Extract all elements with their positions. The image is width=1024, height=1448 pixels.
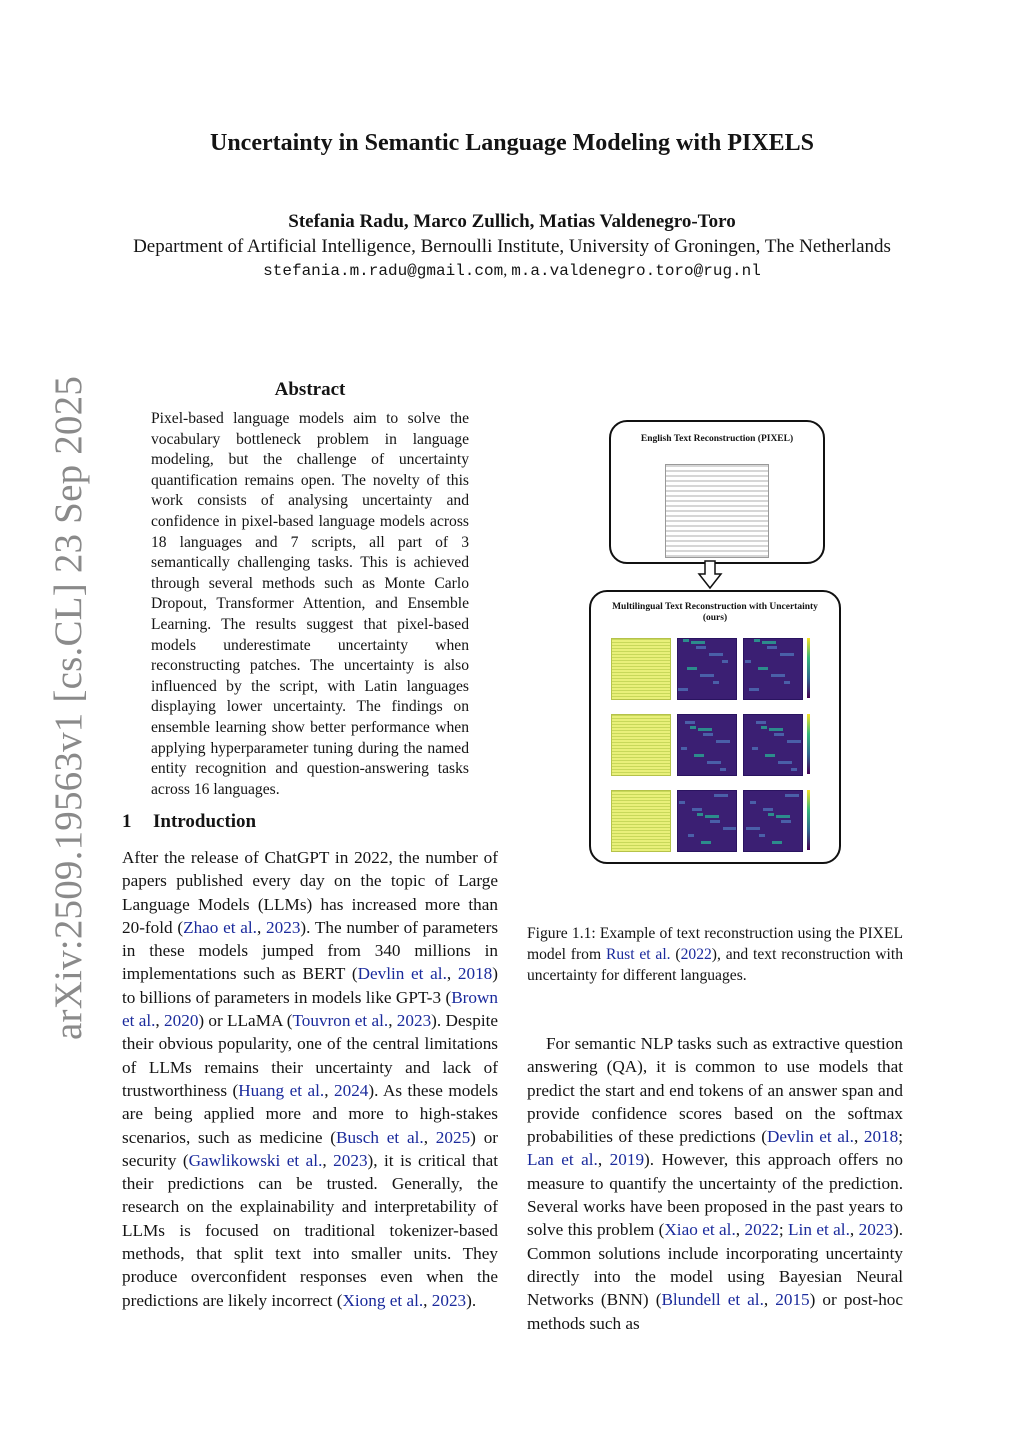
abstract-text: Pixel-based language models aim to solve the vocabulary bottleneck problem in language modeling, but the challenge of uncertainty quantification remains open. The novelty of this work consists of analysing uncertainty and confidence in pixel-based language models across 18 languages and 7 scripts, all part of 3 semantically challenging tasks. This is achieved through several methods such as Monte Carlo Dropout, Transformer Attention, and Ensemble Learning. The results suggest that pixel-based models underestimate uncertainty when reconstructing patches. The uncertainty is also influenced by the script, with Latin languages displaying lower uncertainty. The findings on ensemble learning show better performance when applying hyperparameter tuning during the named entity recognition and question-answering tasks across 16 languages. <box>151 410 469 798</box>
author-list: Stefania Radu, Marco Zullich, Matias Valdenegro-Toro <box>288 211 736 232</box>
arxiv-identifier-stamp: arXiv:2509.19563v1 [cs.CL] 23 Sep 2025 <box>47 375 90 1040</box>
text-run: ) or security ( <box>122 1127 499 1170</box>
citation-link[interactable]: Gawlikowski et al. <box>188 1150 323 1170</box>
citation-link[interactable]: Rust et al. <box>605 946 671 963</box>
uncertainty-heatmap <box>677 714 737 776</box>
text-run: After the release of ChatGPT in 2022, the number of papers published every day on the topic of Large Language Models (LLMs) has increased more than 20-fold ( <box>122 848 498 937</box>
text-patch-image <box>611 714 671 776</box>
text-run: ). Common solutions include incorporating uncertainty directly into the model using Bayesian Neural Networks (BNN) ( <box>527 1220 903 1310</box>
text-run: ). The number of parameters in these models jumped from 340 millions in implementations such as BERT ( <box>122 917 499 984</box>
text-run: ). However, this approach offers no measure to quantify the uncertainty of the prediction. Several works have been proposed in the past years to solve this problem ( <box>527 1150 904 1240</box>
colorbar <box>807 790 810 850</box>
text-run: , <box>446 964 458 984</box>
multilingual-reconstruction-label: Multilingual Text Reconstruction with Uncertainty (ours) <box>612 602 818 623</box>
english-reconstruction-panel <box>609 420 825 564</box>
email-link-valdenegro[interactable]: m.a.valdenegro.toro@rug.nl <box>511 262 761 280</box>
paper-title: Uncertainty in Semantic Language Modeling with PIXELS <box>209 130 815 156</box>
section-number: 1 <box>122 811 132 832</box>
uncertainty-heatmap <box>677 638 737 700</box>
english-reconstruction-image <box>665 464 769 558</box>
citation-link[interactable]: 2020 <box>164 1011 199 1031</box>
citation-link[interactable]: 2019 <box>609 1150 645 1170</box>
uncertainty-heatmap-grid <box>611 630 833 856</box>
text-run: ) or LLaMA ( <box>198 1011 293 1031</box>
text-patch-image <box>611 790 671 852</box>
text-run: , <box>597 1150 610 1170</box>
text-run: , <box>853 1127 864 1147</box>
text-run: , <box>388 1011 397 1031</box>
text-run: , <box>763 1290 776 1310</box>
citation-link[interactable]: Xiao et al. <box>664 1220 736 1240</box>
text-run: ( <box>670 946 681 963</box>
uncertainty-heatmap <box>677 790 737 852</box>
email-separator: , <box>503 262 512 279</box>
multilingual-reconstruction-panel <box>589 590 841 864</box>
citation-link[interactable]: Brown et al. <box>122 987 498 1031</box>
text-run: , <box>155 1011 165 1031</box>
citation-link[interactable]: Huang et al. <box>238 1080 325 1100</box>
introduction-paragraph <box>122 846 498 1312</box>
citation-link[interactable]: 2023 <box>431 1290 467 1310</box>
text-run: , <box>735 1220 745 1240</box>
down-arrow-icon <box>697 560 723 590</box>
text-run: ), it is critical that their predictions can be trusted. Generally, the research on the explainability and interpretability of LLMs is focused on traditional tokenizer-based methods, that split text into smaller units. They produce overconfident responses even when the predictions are likely incorrect ( <box>122 1150 498 1310</box>
citation-link[interactable]: Xiong et al. <box>342 1290 424 1310</box>
citation-link[interactable]: 2023 <box>266 917 301 937</box>
text-run: , <box>423 1290 432 1310</box>
uncertainty-heatmap <box>743 638 803 700</box>
text-run: ) to billions of parameters in models like GPT-3 ( <box>122 964 498 1007</box>
text-run: ) or post-hoc methods such as <box>527 1290 904 1333</box>
affiliation: Department of Artificial Intelligence, Bernoulli Institute, University of Groningen, The Netherlands <box>133 236 891 257</box>
citation-link[interactable]: Lan et al. <box>527 1150 598 1170</box>
citation-link[interactable]: 2023 <box>396 1011 432 1031</box>
citation-link[interactable]: Blundell et al. <box>661 1290 764 1310</box>
text-run: ), and text reconstruction with uncertainty for different languages. <box>527 946 903 984</box>
right-column-paragraph <box>527 1032 903 1335</box>
text-run: , <box>324 1080 334 1100</box>
citation-link[interactable]: Devlin et al. <box>357 964 447 984</box>
citation-link[interactable]: 2018 <box>457 964 493 984</box>
figure-1-1 <box>585 418 845 868</box>
citation-link[interactable]: 2015 <box>775 1290 810 1310</box>
author-emails <box>0 262 1024 280</box>
citation-link[interactable]: 2022 <box>744 1220 779 1240</box>
citation-link[interactable]: Devlin et al. <box>766 1127 854 1147</box>
text-patch-image <box>611 638 671 700</box>
figure-caption <box>527 923 903 986</box>
uncertainty-heatmap <box>743 714 803 776</box>
citation-link[interactable]: Zhao et al. <box>183 917 257 937</box>
citation-link[interactable]: Touvron et al. <box>292 1011 389 1031</box>
email-link-radu[interactable]: stefania.m.radu@gmail.com <box>263 262 504 280</box>
section-title: Introduction <box>153 811 257 832</box>
citation-link[interactable]: 2024 <box>334 1080 369 1100</box>
citation-link[interactable]: 2018 <box>863 1127 899 1147</box>
text-run: ). As these models are being applied more and more to high-stakes scenarios, such as medicine ( <box>122 1080 499 1147</box>
text-run: , <box>322 1150 334 1170</box>
text-run: ). Despite their obvious popularity, one of the central limitations of LLMs remains their uncertainty and lack of trustworthiness ( <box>122 1011 499 1100</box>
text-run: For semantic NLP tasks such as extractive question answering (QA), it is common to use models that predict the start and end tokens of an answer span and provide confidence scores based on the softmax probabilities of these predictions ( <box>527 1034 903 1147</box>
english-reconstruction-label: English Text Reconstruction (PIXEL) <box>640 434 794 444</box>
text-run: ; <box>898 1127 903 1147</box>
text-run: , <box>256 917 267 937</box>
citation-link[interactable]: 2022 <box>680 946 712 963</box>
colorbar <box>807 714 810 774</box>
abstract-heading: Abstract <box>274 379 346 400</box>
text-run: ; <box>778 1220 789 1240</box>
citation-link[interactable]: Lin et al. <box>788 1220 850 1240</box>
citation-link[interactable]: Busch et al. <box>336 1127 424 1147</box>
uncertainty-heatmap <box>743 790 803 852</box>
colorbar <box>807 638 810 698</box>
text-run: , <box>849 1220 859 1240</box>
citation-link[interactable]: 2023 <box>333 1150 368 1170</box>
text-run: Figure 1.1: Example of text reconstruction using the PIXEL model from <box>527 925 903 963</box>
section-heading-introduction <box>122 811 256 833</box>
text-run: , <box>423 1127 436 1147</box>
citation-link[interactable]: 2023 <box>858 1220 893 1240</box>
citation-link[interactable]: 2025 <box>435 1127 471 1147</box>
text-run: ). <box>466 1290 477 1310</box>
